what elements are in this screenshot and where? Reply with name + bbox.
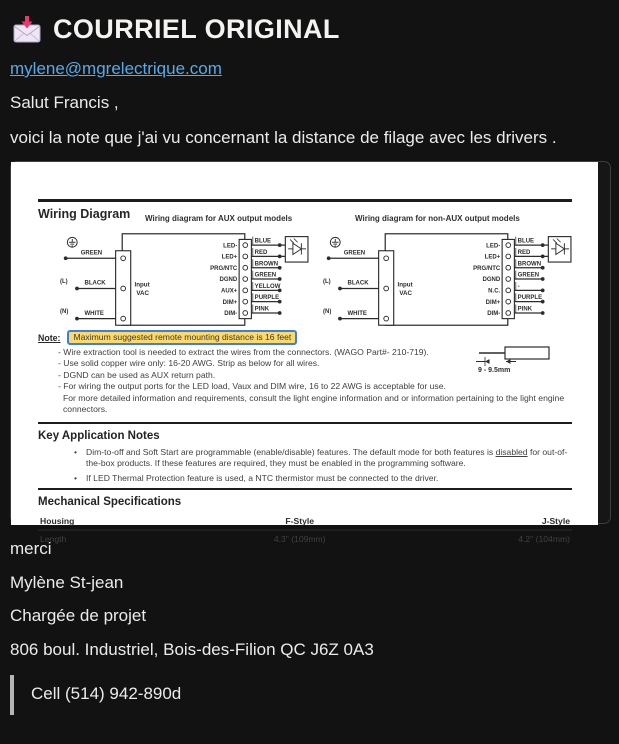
note-bullet: - Wire extraction tool is needed to extract the wires from the connectors. (WAGO Part#- 210-719). bbox=[58, 347, 429, 357]
quote-bar bbox=[10, 675, 14, 715]
svg-text:DIM-: DIM- bbox=[487, 311, 501, 318]
strip-dimension-label: 9 - 9.5mm bbox=[478, 367, 511, 374]
svg-text:GREEN: GREEN bbox=[80, 250, 103, 257]
svg-text:LED+: LED+ bbox=[484, 254, 501, 261]
svg-text:BLACK: BLACK bbox=[84, 280, 106, 287]
document-page bbox=[11, 162, 598, 544]
svg-text:PURPLE: PURPLE bbox=[254, 295, 280, 302]
mechanical-specifications-title: Mechanical Specifications bbox=[38, 495, 182, 508]
signature-line: merci bbox=[10, 539, 52, 558]
svg-text:PINK: PINK bbox=[254, 306, 270, 313]
svg-text:Input: Input bbox=[397, 281, 413, 289]
svg-text:(N): (N) bbox=[60, 308, 69, 315]
signature-line: 806 boul. Industriel, Bois-des-Filion QC J6Z 0A3 bbox=[10, 639, 374, 659]
non-aux-wiring-diagram bbox=[323, 230, 573, 329]
non-aux-diagram-subtitle: Wiring diagram for non-AUX output models bbox=[355, 214, 520, 223]
key-note-item: • If LED Thermal Protection feature is used, a NTC thermistor must be connected to the driver. bbox=[74, 472, 439, 483]
svg-text:WHITE: WHITE bbox=[84, 310, 104, 317]
greeting-text: Salut Francis , bbox=[10, 93, 119, 112]
svg-text:(L): (L) bbox=[60, 278, 68, 285]
svg-text:BROWN: BROWN bbox=[517, 261, 541, 268]
wiring-section-header bbox=[38, 202, 572, 227]
svg-text:N.C.: N.C. bbox=[488, 288, 501, 295]
table-body bbox=[38, 531, 572, 547]
key-note-item: • Dim-to-off and Soft Start are programmable (enable/disable) features. The default mode for both features is disabled for out-of-the-box products. If these features are required, they must be enabled in the programming software. bbox=[74, 446, 568, 469]
section-divider bbox=[38, 422, 572, 424]
table-row: Length 4.3" (109mm) 4.2" (104mm) bbox=[40, 533, 570, 544]
aux-wiring-diagram bbox=[60, 230, 310, 329]
note-highlight: Maximum suggested remote mounting distance is 16 feet bbox=[67, 330, 297, 345]
signature-line: Mylène St-jean bbox=[10, 572, 124, 592]
svg-text:PRG/NTC: PRG/NTC bbox=[210, 265, 238, 272]
note-section bbox=[38, 330, 572, 416]
note-bullet: - DGND can be used as AUX return path. bbox=[58, 369, 216, 380]
svg-text:-: - bbox=[517, 283, 520, 290]
svg-text:DGND: DGND bbox=[219, 277, 238, 284]
mechanical-specifications-table bbox=[38, 513, 572, 547]
aux-diagram-subtitle: Wiring diagram for AUX output models bbox=[145, 214, 293, 223]
svg-text:(L): (L) bbox=[322, 278, 331, 285]
svg-text:GREEN: GREEN bbox=[517, 272, 539, 279]
svg-text:LED-: LED- bbox=[486, 243, 501, 250]
svg-text:RED: RED bbox=[254, 249, 268, 256]
svg-text:YELLOW: YELLOW bbox=[254, 283, 281, 290]
svg-text:BLUE: BLUE bbox=[517, 238, 534, 245]
key-application-notes-title: Key Application Notes bbox=[38, 429, 160, 442]
svg-text:PRG/NTC: PRG/NTC bbox=[473, 265, 501, 272]
sender-email-link[interactable]: mylene@mgrelectrique.com bbox=[10, 59, 222, 78]
svg-text:AUX+: AUX+ bbox=[221, 288, 238, 295]
column-header: J-Style bbox=[541, 515, 570, 526]
signature-line: Chargée de projet bbox=[10, 606, 147, 625]
note-label: Note: bbox=[38, 332, 61, 343]
body-text: voici la note que j'ai vu concernant la distance de filage avec les drivers . bbox=[10, 127, 557, 147]
svg-text:BROWN: BROWN bbox=[254, 261, 279, 268]
table-header-row bbox=[38, 513, 572, 531]
svg-text:VAC: VAC bbox=[136, 290, 150, 298]
note-bullet: For more detailed information and requirements, consult the light engine information and or information pertaining to the light engine connectors. bbox=[63, 392, 565, 415]
page-title: COURRIEL ORIGINAL bbox=[53, 14, 340, 44]
wiring-document-image[interactable] bbox=[10, 161, 611, 544]
wiring-diagram-title: Wiring Diagram bbox=[38, 207, 131, 221]
email-header bbox=[12, 14, 607, 45]
svg-text:LED-: LED- bbox=[223, 243, 238, 250]
svg-text:BLUE: BLUE bbox=[254, 238, 272, 245]
envelope-down-arrow-icon bbox=[12, 16, 42, 44]
svg-text:DIM-: DIM- bbox=[224, 311, 238, 318]
key-application-notes-list bbox=[38, 447, 572, 485]
signature-quote bbox=[10, 675, 607, 715]
phone-text: Cell (514) 942-890d bbox=[31, 683, 182, 703]
note-bullet: - Use solid copper wire only: 16-20 AWG. Strip as below for all wires. bbox=[58, 358, 320, 369]
svg-text:LED+: LED+ bbox=[221, 254, 238, 261]
svg-text:RED: RED bbox=[517, 249, 531, 256]
column-header: F-Style bbox=[285, 515, 315, 526]
svg-text:Input: Input bbox=[134, 281, 150, 289]
svg-text:DIM+: DIM+ bbox=[222, 299, 238, 306]
svg-text:DIM+: DIM+ bbox=[485, 299, 501, 306]
svg-text:(N): (N) bbox=[322, 308, 332, 315]
svg-text:WHITE: WHITE bbox=[347, 310, 367, 317]
wire-strip-dimension-icon bbox=[476, 344, 556, 374]
svg-text:DGND: DGND bbox=[482, 277, 501, 284]
svg-text:GREEN: GREEN bbox=[343, 250, 365, 257]
svg-text:PINK: PINK bbox=[517, 306, 532, 313]
section-divider bbox=[38, 488, 572, 490]
svg-text:GREEN: GREEN bbox=[254, 272, 277, 279]
column-header: Housing bbox=[40, 515, 75, 526]
note-bullet: - For wiring the output ports for the LED load, Vaux and DIM wire, 16 to 22 AWG is acceptable for use. bbox=[58, 381, 446, 392]
signature-block bbox=[10, 539, 607, 660]
wiring-diagrams bbox=[60, 230, 572, 329]
svg-text:BLACK: BLACK bbox=[347, 280, 369, 287]
svg-text:VAC: VAC bbox=[399, 290, 412, 298]
svg-text:PURPLE: PURPLE bbox=[517, 295, 542, 302]
